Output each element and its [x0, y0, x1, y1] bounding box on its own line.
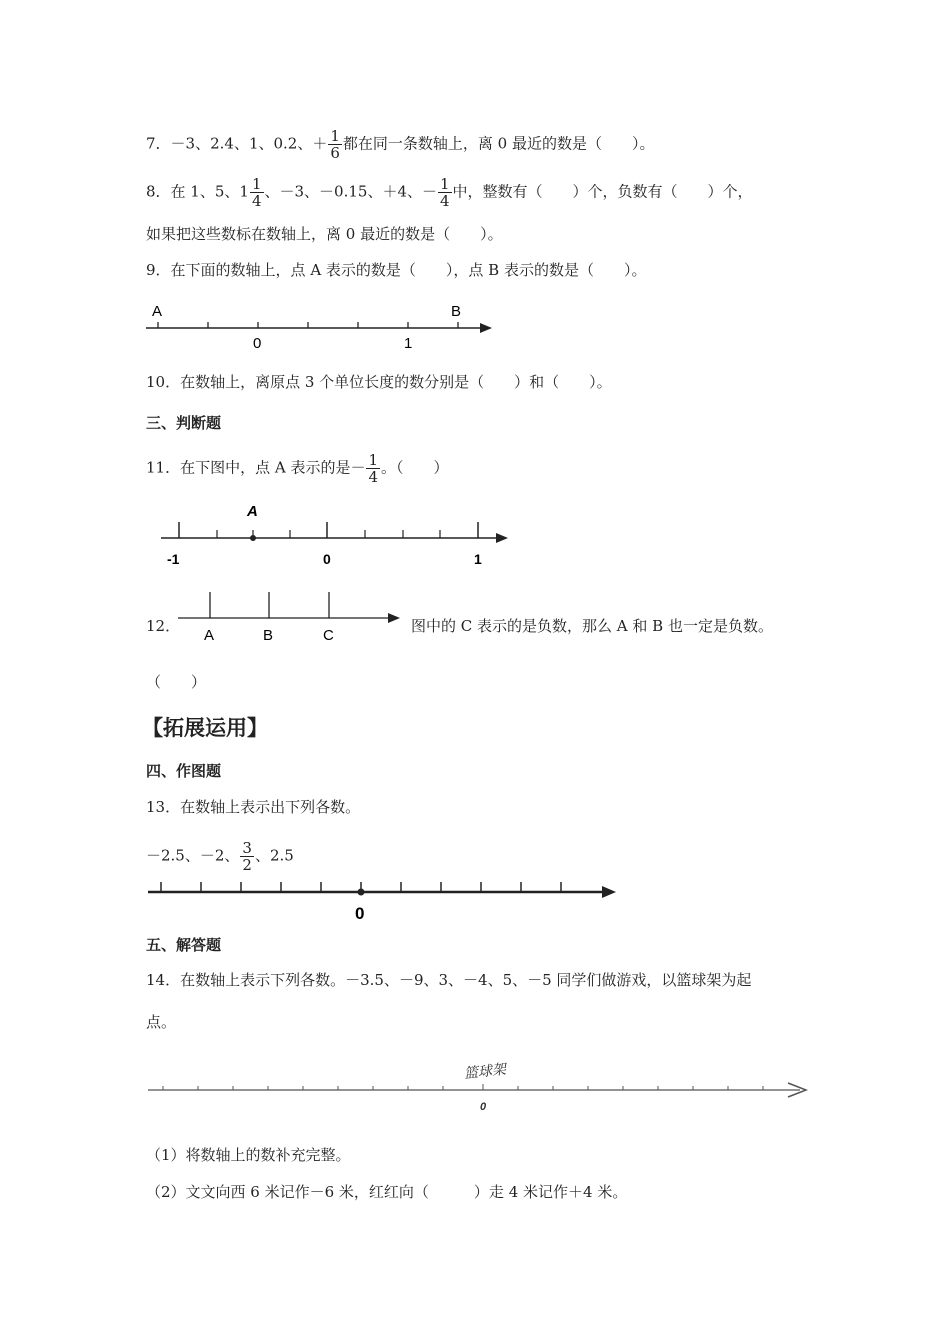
question-10: 10．在数轴上，离原点 3 个单位长度的数分别是（ ）和（ ）。: [146, 373, 612, 391]
q7-suffix: 都在同一条数轴上，离 0 最近的数是（ ）。: [342, 134, 655, 153]
q14-number-line: [148, 1056, 818, 1120]
q11-number-line: [155, 498, 515, 572]
label-one: 1: [404, 335, 413, 352]
question-14-line1: 14．在数轴上表示下列各数。－3.5、－9、3、－4、5、－5 同学们做游戏，以篮球架为起: [146, 971, 752, 989]
label-b: B: [451, 303, 462, 320]
fraction: $\frac{1}{6}$: [330, 127, 340, 162]
q7-prefix: 7．－3、2.4、1、0.2、＋: [146, 134, 328, 153]
label-zero: 0: [355, 904, 365, 923]
q13-number-line: [146, 872, 626, 924]
section-4-title: 四、作图题: [146, 762, 222, 780]
label-one: 1: [474, 551, 482, 567]
question-11: 11．在下图中，点 A 表示的是－ $\frac{1}{4}$ 。（ ）: [146, 451, 449, 486]
label-neg-one: -1: [167, 551, 180, 567]
section-3-title: 三、判断题: [146, 414, 222, 432]
label-a: A: [204, 627, 215, 644]
q12-number-line: [176, 590, 406, 650]
question-14-sub1: （1）将数轴上的数补充完整。: [146, 1146, 351, 1164]
question-14-line2: 点。: [146, 1013, 177, 1031]
fraction: $\frac{1}{4}$: [440, 175, 450, 210]
question-14-sub2: （2）文文向西 6 米记作－6 米，红红向（ ）走 4 米记作＋4 米。: [146, 1183, 628, 1201]
label-zero: 0: [480, 1101, 487, 1113]
label-hoop: 篮球架: [463, 1060, 507, 1082]
label-b: B: [263, 627, 274, 644]
fraction: $\frac{1}{4}$: [251, 175, 262, 210]
question-8-line2: 如果把这些数标在数轴上，离 0 最近的数是（ ）。: [146, 225, 503, 243]
q9-number-line: [140, 300, 500, 360]
question-13-list: －2.5、－2、 $\frac{3}{2}$ 、2.5: [146, 839, 294, 874]
extension-title: 【拓展运用】: [142, 716, 268, 740]
section-5-title: 五、解答题: [146, 936, 222, 954]
question-12-answer: （ ）: [146, 673, 207, 691]
question-13: 13．在数轴上表示出下列各数。: [146, 798, 361, 816]
label-c: C: [323, 627, 334, 644]
fraction: $\frac{3}{2}$: [242, 839, 252, 874]
label-zero: 0: [323, 551, 331, 567]
question-9: 9．在下面的数轴上，点 A 表示的数是（ ），点 B 表示的数是（ ）。: [146, 261, 647, 279]
question-12-text: 图中的 C 表示的是负数，那么 A 和 B 也一定是负数。: [411, 617, 773, 635]
fraction: $\frac{1}{4}$: [368, 451, 379, 486]
question-8: 8．在 1、5、1 $\frac{1}{4}$ 、－3、－0.15、＋4、－ $\frac{1}{4}$ 中，整数有（ ）个，负数有（ ）个，: [146, 175, 753, 210]
label-a: A: [152, 303, 163, 320]
label-a: A: [247, 503, 258, 520]
question-12-number: 12．: [146, 617, 181, 635]
question-7: [146, 128, 654, 161]
label-zero: 0: [253, 335, 262, 352]
